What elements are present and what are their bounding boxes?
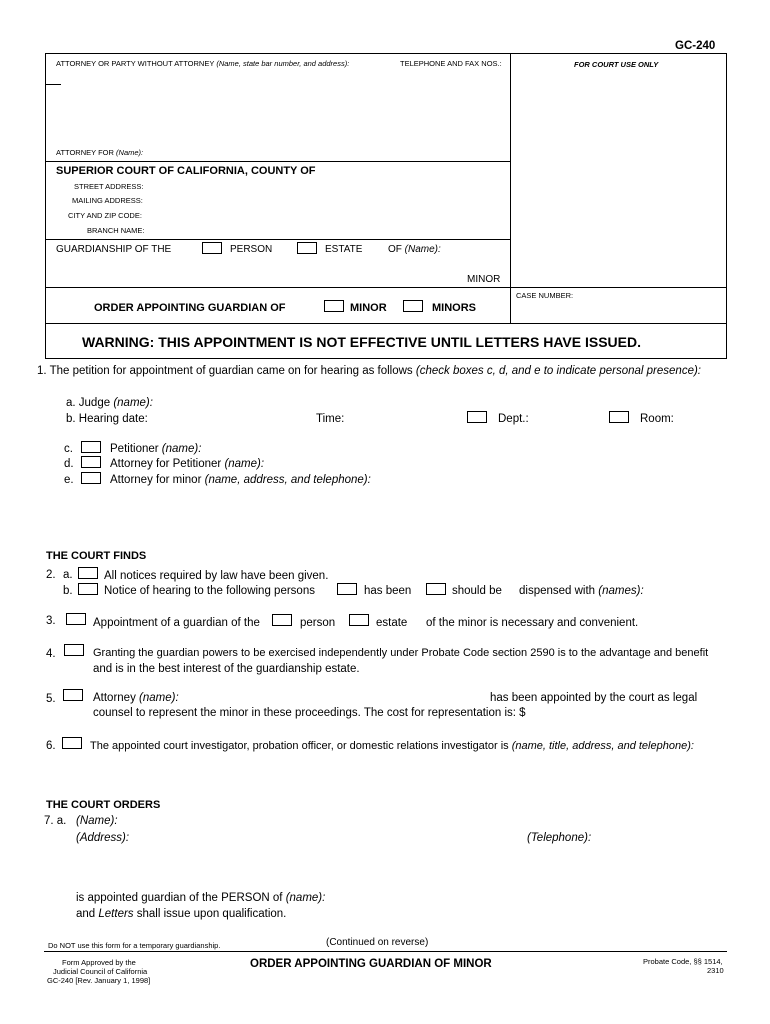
room-label: Room: bbox=[640, 413, 674, 425]
of-name-label: OF (Name): bbox=[388, 244, 441, 255]
item-5-number: 5. bbox=[46, 693, 56, 705]
case-number-label: CASE NUMBER: bbox=[516, 291, 574, 300]
item-2a-letter: a. bbox=[63, 569, 73, 581]
letters-text: and Letters shall issue upon qualification. bbox=[76, 908, 287, 920]
item-7a-number: 7. a. bbox=[44, 815, 67, 827]
item-3-person-label: person bbox=[300, 617, 336, 629]
attorney-for-label: ATTORNEY FOR (Name): bbox=[56, 148, 144, 157]
continued-note: (Continued on reverse) bbox=[326, 937, 429, 948]
person-label: PERSON bbox=[230, 244, 273, 255]
has-been-label: has been bbox=[364, 585, 412, 597]
dispensed-label: dispensed with (names): bbox=[519, 585, 644, 597]
minor-label: MINOR bbox=[467, 274, 501, 285]
has-been-checkbox[interactable] bbox=[337, 583, 357, 595]
court-finds-heading: THE COURT FINDS bbox=[46, 550, 147, 562]
item-3-checkbox[interactable] bbox=[66, 613, 86, 625]
item-4-number: 4. bbox=[46, 648, 56, 660]
court-title: SUPERIOR COURT OF CALIFORNIA, COUNTY OF bbox=[56, 165, 316, 177]
estate-checkbox[interactable] bbox=[297, 242, 317, 254]
address-hint: (Address): bbox=[76, 832, 130, 844]
item-3-text: Appointment of a guardian of the bbox=[93, 617, 260, 629]
notices-given-label: All notices required by law have been given. bbox=[104, 570, 329, 582]
item-5-checkbox[interactable] bbox=[63, 689, 83, 701]
notice-persons-checkbox[interactable] bbox=[78, 583, 98, 595]
minors-option: MINORS bbox=[432, 302, 476, 314]
item-3-person-checkbox[interactable] bbox=[272, 614, 292, 626]
item-3-number: 3. bbox=[46, 615, 56, 627]
dept-label: Dept.: bbox=[498, 413, 529, 425]
person-checkbox[interactable] bbox=[202, 242, 222, 254]
form-id: GC-240 bbox=[675, 40, 716, 52]
footer-title: ORDER APPOINTING GUARDIAN OF MINOR bbox=[250, 958, 492, 970]
approved-line3: GC-240 [Rev. January 1, 1998] bbox=[47, 976, 151, 985]
name-hint: (Name): bbox=[76, 815, 118, 827]
petitioner-checkbox[interactable] bbox=[81, 441, 101, 453]
item-3-estate-checkbox[interactable] bbox=[349, 614, 369, 626]
code-line1: Probate Code, §§ 1514, bbox=[643, 957, 723, 966]
warning-text: WARNING: THIS APPOINTMENT IS NOT EFFECTIVE UNTIL LETTERS HAVE ISSUED. bbox=[82, 334, 641, 350]
code-line2: 2310 bbox=[707, 966, 724, 975]
item-5-line2: counsel to represent the minor in these proceedings. The cost for representation is: $ bbox=[93, 707, 526, 719]
hearing-date-label: b. Hearing date: bbox=[66, 413, 148, 425]
order-title: ORDER APPOINTING GUARDIAN OF bbox=[94, 302, 286, 314]
minors-checkbox[interactable] bbox=[403, 300, 423, 312]
phone-label: TELEPHONE AND FAX NOS.: bbox=[400, 59, 502, 68]
approved-line2: Judicial Council of California bbox=[53, 967, 148, 976]
petitioner-label: Petitioner (name): bbox=[110, 443, 202, 455]
approved-line1: Form Approved by the bbox=[62, 958, 136, 967]
city-label: CITY AND ZIP CODE: bbox=[68, 211, 142, 220]
minor-option: MINOR bbox=[350, 302, 387, 314]
appointed-text: is appointed guardian of the PERSON of (name): bbox=[76, 892, 326, 904]
minor-checkbox[interactable] bbox=[324, 300, 344, 312]
branch-label: BRANCH NAME: bbox=[87, 226, 145, 235]
dept-checkbox[interactable] bbox=[467, 411, 487, 423]
item-6-number: 6. bbox=[46, 740, 56, 752]
item-6-text: The appointed court investigator, probation officer, or domestic relations investigator is (name, title, address, and telephone): bbox=[90, 740, 694, 752]
should-be-checkbox[interactable] bbox=[426, 583, 446, 595]
item-4-line2: and is in the best interest of the guardianship estate. bbox=[93, 663, 360, 675]
attorney-minor-label: Attorney for minor (name, address, and telephone): bbox=[110, 474, 371, 486]
guardianship-label: GUARDIANSHIP OF THE bbox=[56, 244, 172, 255]
item-3-rest: of the minor is necessary and convenient. bbox=[426, 617, 639, 629]
item-3-estate-label: estate bbox=[376, 617, 408, 629]
notice-persons-label: Notice of hearing to the following persons bbox=[104, 585, 315, 597]
court-use-label: FOR COURT USE ONLY bbox=[574, 60, 659, 69]
judge-label: a. Judge (name): bbox=[66, 397, 153, 409]
notices-given-checkbox[interactable] bbox=[78, 567, 98, 579]
item-1e-letter: e. bbox=[64, 474, 74, 486]
street-label: STREET ADDRESS: bbox=[74, 182, 144, 191]
should-be-label: should be bbox=[452, 585, 502, 597]
attorney-petitioner-label: Attorney for Petitioner (name): bbox=[110, 458, 265, 470]
item-1d-letter: d. bbox=[64, 458, 74, 470]
attorney-minor-checkbox[interactable] bbox=[81, 472, 101, 484]
item-5-right: has been appointed by the court as legal bbox=[490, 692, 698, 704]
telephone-hint: (Telephone): bbox=[527, 832, 592, 844]
item-1c-letter: c. bbox=[64, 443, 73, 455]
time-label: Time: bbox=[316, 413, 345, 425]
item-5-label: Attorney (name): bbox=[93, 692, 179, 704]
estate-label: ESTATE bbox=[325, 244, 363, 255]
item-6-checkbox[interactable] bbox=[62, 737, 82, 749]
item-1-text: 1. The petition for appointment of guardian came on for hearing as follows (check boxes c, d, and e to indicate personal presence): bbox=[37, 365, 701, 377]
attorney-petitioner-checkbox[interactable] bbox=[81, 456, 101, 468]
item-2-number: 2. bbox=[46, 569, 56, 581]
room-checkbox[interactable] bbox=[609, 411, 629, 423]
item-4-line1: Granting the guardian powers to be exercised independently under Probate Code section 2590 is to the advantage and benefit bbox=[93, 647, 709, 659]
item-2b-letter: b. bbox=[63, 585, 73, 597]
attorney-label: ATTORNEY OR PARTY WITHOUT ATTORNEY (Name, state bar number, and address): bbox=[56, 59, 350, 68]
temp-note: Do NOT use this form for a temporary guardianship. bbox=[48, 941, 221, 950]
item-4-checkbox[interactable] bbox=[64, 644, 84, 656]
court-orders-heading: THE COURT ORDERS bbox=[46, 799, 161, 811]
mailing-label: MAILING ADDRESS: bbox=[72, 196, 143, 205]
